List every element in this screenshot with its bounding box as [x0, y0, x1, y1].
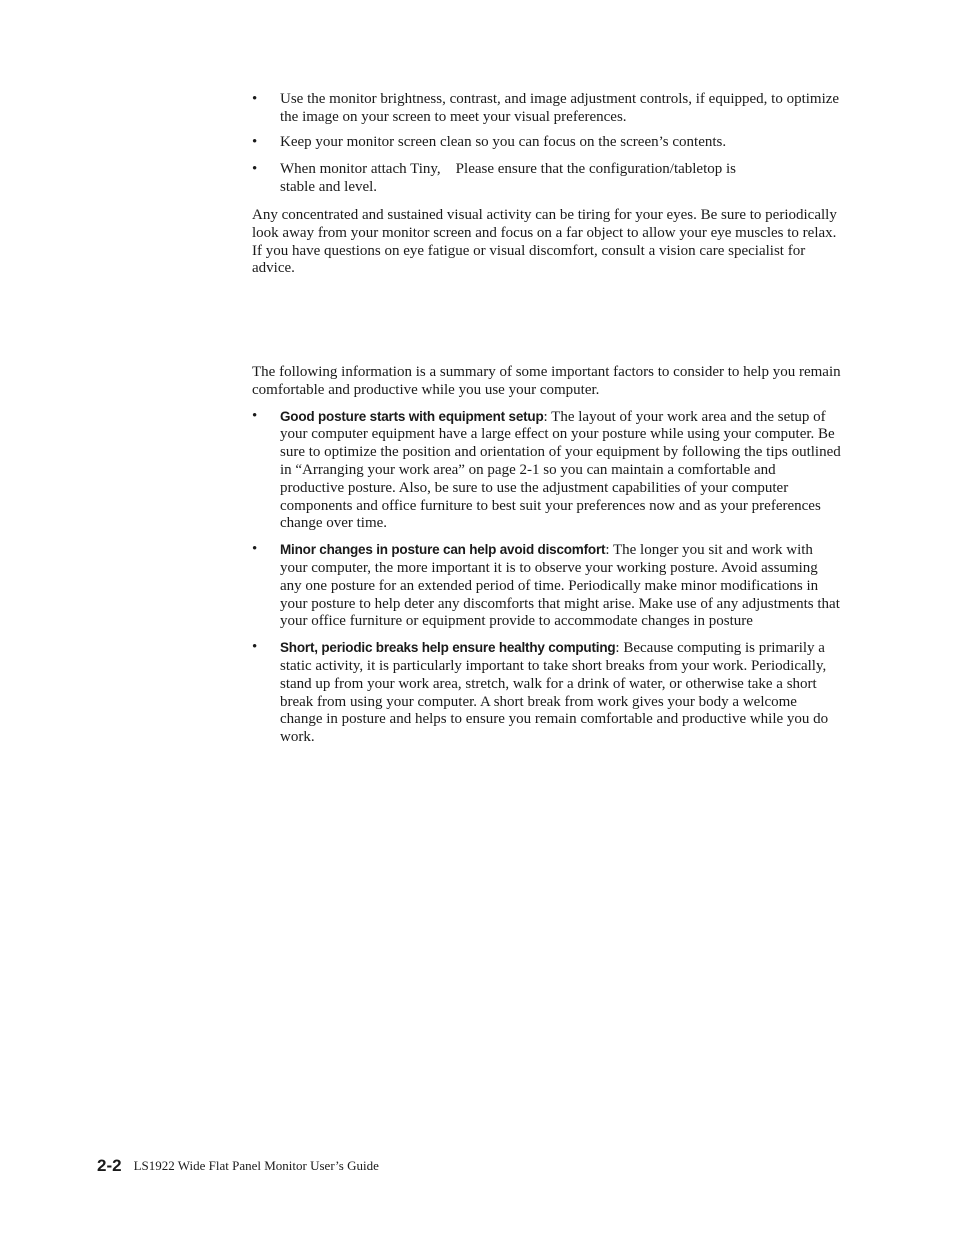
page-number: 2-2 [97, 1156, 122, 1175]
guide-title: LS1922 Wide Flat Panel Monitor User’s Guide [133, 1158, 379, 1173]
bullet: • [252, 91, 258, 107]
list-item [252, 91, 842, 127]
bullet: • [252, 161, 258, 178]
display-tips-list [252, 91, 842, 197]
page-footer [97, 1156, 379, 1176]
bullet: • [252, 407, 258, 424]
list-item-text: Use the monitor brightness, contrast, and image adjustment controls, if equipped, to optimize the image on your screen to meet your visual preferences. [280, 91, 840, 125]
bullet: • [252, 133, 258, 150]
list-item-heading: Minor changes in posture can help avoid discomfort [280, 542, 606, 558]
list-item-text: : The layout of your work area and the setup of your computer equipment have a large effect on your posture while using your computer. Be sure to optimize the position and orientation of your equipment by following the tips outlined in “Arranging your work area” on page 2-1 so you can maintain a comfortable and productive posture. Also, be sure to use the adjustment capabilities of your computer components and office furniture to best suit your preferences now and as your preferences change over time. [280, 408, 841, 532]
list-item-text: Keep your monitor screen clean so you can focus on the screen’s contents. [280, 133, 727, 150]
posture-list [252, 408, 842, 747]
bullet: • [252, 639, 258, 656]
bullet: • [252, 541, 258, 558]
list-item-heading: Short, periodic breaks help ensure healthy computing [280, 640, 616, 656]
list-item-text: : Because computing is primarily a static activity, it is particularly important to take short breaks from your work. Periodically, stand up from your work area, stretch, walk for a drink of water, or otherwise take a short break from using your computer. A short break from work gives your body a welcome change in posture and helps to ensure you remain comfortable and productive while you do work. [280, 640, 829, 746]
display-tips-section [252, 91, 842, 278]
list-item [252, 408, 842, 534]
list-item [252, 161, 842, 197]
eye-fatigue-paragraph: Any concentrated and sustained visual activity can be tiring for your eyes. Be sure to periodically look away from your monitor screen and focus on a far object to allow your eye muscles to relax. If you have questions on eye fatigue or visual discomfort, consult a vision care specialist for advice. [252, 206, 837, 277]
list-item-text: When monitor attach Tiny, Please ensure that the configuration/tabletop is stable and level. [280, 161, 737, 196]
intro-paragraph: The following information is a summary of some important factors to consider to help you remain comfortable and productive while you use your computer. [252, 364, 841, 398]
posture-section [252, 364, 842, 755]
list-item [252, 639, 842, 747]
list-item-heading: Good posture starts with equipment setup [280, 408, 544, 424]
list-item-text: : The longer you sit and work with your computer, the more important it is to observe your working posture. Avoid assuming any one posture for an extended period of time. Periodically make minor modifications in your posture to help deter any discomforts that might arise. Make use of any adjustments that your office furniture or equipment provide to accommodate changes in posture [280, 542, 840, 630]
list-item [252, 134, 842, 152]
list-item [252, 541, 842, 631]
